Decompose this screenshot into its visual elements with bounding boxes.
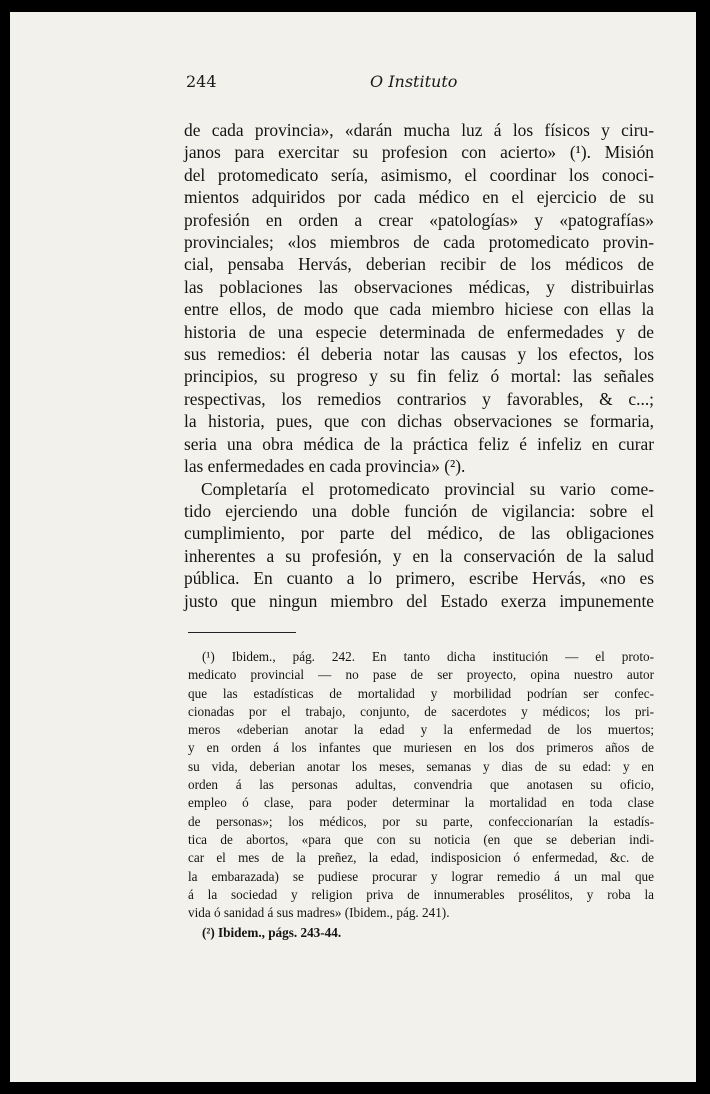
page-number: 244	[186, 72, 217, 91]
text-line: respectivas, los remedios contrarios y favorables, & c...;	[184, 388, 654, 409]
text-line: entre ellos, de modo que cada miembro hiciese con ellas la	[184, 299, 654, 320]
footnote-line: de personas»; los médicos, por su parte, confeccionarían la estadís-	[188, 813, 654, 829]
text-line: justo que ningun miembro del Estado exerza impunemente	[184, 590, 654, 611]
text-line: las poblaciones las observaciones médicas, y distribuirlas	[184, 276, 654, 297]
footnote-line: su vida, deberian anotar los meses, semanas y dias de su edad: y en	[188, 758, 654, 774]
text-line: la historia, pues, que con dichas observaciones se formaria,	[184, 411, 654, 432]
footnote-line: á la sociedad y religion priva de innumerables prosélitos, y roba la	[188, 886, 654, 902]
footnote-line: (²) Ibidem., págs. 243-44.	[202, 925, 342, 941]
text-line: del protomedicato sería, asimismo, el coordinar los conoci-	[184, 164, 654, 185]
text-line: de cada provincia», «darán mucha luz á los físicos y ciru-	[184, 120, 654, 140]
footnote-line: medicato provincial — no pase de ser proyecto, opina nuestro autor	[188, 667, 654, 683]
footnote-2	[188, 924, 654, 942]
footnote-line: vida ó sanidad á sus madres» (Ibidem., pág. 241).	[188, 905, 450, 921]
text-line: sus remedios: él deberia notar las causas y los efectos, los	[184, 344, 654, 365]
footnote-line: empleo ó clase, para poder determinar la mortalidad en toda clase	[188, 795, 654, 811]
text-line: janos para exercitar su profesion con acierto» (¹). Misión	[184, 142, 654, 163]
footnote-1	[188, 648, 654, 922]
text-line: inherentes a su profesión, y en la conservación de la salud	[184, 545, 654, 566]
text-line: cumplimiento, por parte del médico, de las obligaciones	[184, 523, 654, 544]
running-title: O Instituto	[370, 72, 458, 91]
text-line: seria una obra médica de la práctica feliz é infeliz en curar	[184, 433, 654, 454]
text-line: mientos adquiridos por cada médico en el ejercicio de su	[184, 187, 654, 208]
footnote-line: y en orden á los infantes que muriesen en los dos primeros años de	[188, 740, 654, 756]
main-text	[184, 119, 654, 612]
text-line: cial, pensaba Hervás, deberian recibir de los médicos de	[184, 254, 654, 275]
text-line: pública. En cuanto a lo primero, escribe Hervás, «no es	[184, 568, 654, 589]
page-header	[174, 72, 534, 96]
footnote-line: (¹) Ibidem., pág. 242. En tanto dicha institución — el proto-	[202, 649, 654, 664]
text-line: tido ejerciendo una doble función de vigilancia: sobre el	[184, 500, 654, 521]
text-line: profesión en orden a crear «patologías» y «patografías»	[184, 209, 654, 230]
footnote-line: que las estadísticas de mortalidad y morbilidad podrían ser confec-	[188, 685, 654, 701]
footnotes	[188, 648, 654, 943]
text-line: las enfermedades en cada provincia» (²).	[184, 456, 466, 477]
text-line: Completaría el protomedicato provincial su vario come-	[201, 478, 654, 499]
text-line: principios, su progreso y su fin feliz ó mortal: las señales	[184, 366, 654, 387]
footnote-line: cionadas por el trabajo, conjunto, de sacerdotes y médicos; los pri-	[188, 703, 654, 719]
footnote-divider	[188, 632, 296, 633]
footnote-line: orden á las personas adultas, convendria que anotasen su oficio,	[188, 777, 654, 793]
footnote-line: meros «deberian anotar la edad y la enfermedad de los muertos;	[188, 722, 654, 738]
footnote-line: la embarazada) se pudiese procurar y lograr remedio á un mal que	[188, 868, 654, 884]
text-line: historia de una especie determinada de enfermedades y de	[184, 321, 654, 342]
footnote-line: tica de abortos, «para que con su noticia (en que se deberian indi-	[188, 831, 654, 847]
text-line: provinciales; «los miembros de cada protomedicato provin-	[184, 232, 654, 253]
footnote-line: car el mes de la preñez, la edad, indisposicion ó enfermedad, &c. de	[188, 850, 654, 866]
